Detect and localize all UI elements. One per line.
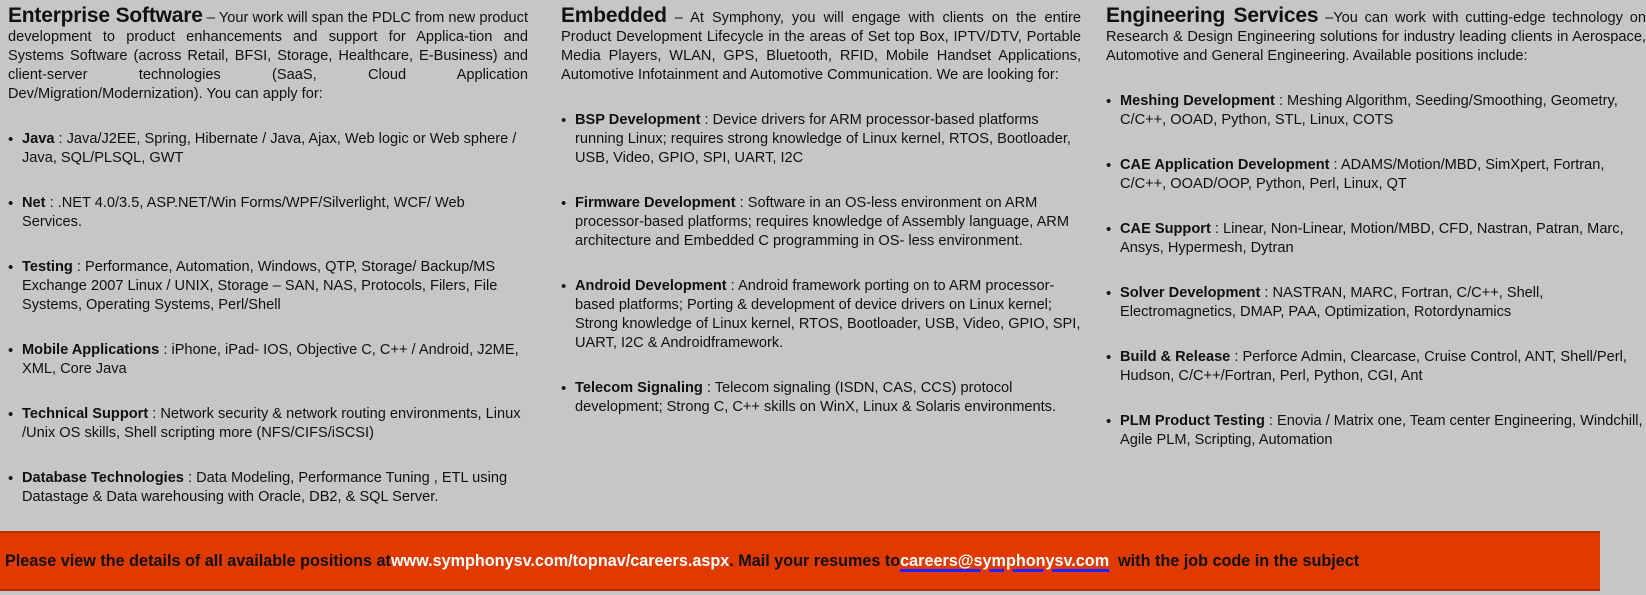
position-skills: : Android framework porting on to ARM processor-based platforms; Porting & development of device drivers on Linux kernel; Strong knowledge of Linux kernel, RTOS, Bootloader, USB, Video, GPIO, SPI, UART, I2C & Androidframework. [575,278,1081,351]
position-skills: : Device drivers for ARM processor-based platforms running Linux; requires strong knowledge of Linux kernel, RTOS, Bootloader, USB, Video, GPIO, SPI, UART, I2C [575,112,1071,166]
position-skills: : Java/J2EE, Spring, Hibernate / Java, Ajax, Web logic or Web sphere / Java, SQL/PLSQL, GWT [22,131,517,166]
position-skills: : Data Modeling, Performance Tuning , ETL using Datastage & Data warehousing with Oracle, DB2, & SQL Server. [22,470,508,505]
position-title: Android Development [575,278,727,294]
position-skills: : Meshing Algorithm, Seeding/Smoothing, Geometry, C/C++, OOAD, Python, STL, Linux, COTS [1120,93,1618,128]
section-heading: Enterprise Software [8,4,203,27]
position-title: Mobile Applications [22,342,160,358]
list-item [8,130,528,168]
position-list [8,130,528,507]
list-item [1106,284,1646,322]
bullet-icon: • [8,406,14,423]
bullet-icon: • [8,195,14,212]
position-list [561,111,1081,417]
bullet-icon: • [1106,413,1112,430]
column-enterprise-software [8,6,528,533]
position-skills: : iPhone, iPad- IOS, Objective C, C++ / Android, J2ME, XML, Core Java [22,342,519,377]
list-item [1106,156,1646,194]
section-heading: Embedded [561,4,667,27]
section-heading: Engineering Services [1106,4,1319,27]
list-item [561,111,1081,168]
position-skills: : Enovia / Matrix one, Team center Engineering, Windchill, Agile PLM, Scripting, Automation [1120,413,1643,448]
section-intro [561,6,1081,85]
position-title: Firmware Development [575,195,736,211]
banner-text-before: Please view the details of all available positions at [5,551,391,570]
section-intro [8,6,528,104]
intro-text: –You can work with cutting-edge technology on Research & Design Engineering solutions for industry leading clients in Aerospace, Automotive and General Engineering. Available positions include: [1106,10,1646,64]
bullet-icon: • [561,112,567,129]
intro-text: – Your work will span the PDLC from new product development to product enhancements and support for Applica-tion and Systems Software (across Retail, BFSI, Storage, Healthcare, E-Business) and client-server technologies (SaaS, Cloud Application Dev/Migration/Modernization). You can apply for: [8,10,529,102]
intro-text: – At Symphony, you will engage with clients on the entire Product Development Lifecycle in the areas of Set top Box, IPTV/DTV, Portable Media Players, WLAN, GPS, Bluetooth, RFID, Mobile Handset Applications, Automotive Infotainment and Automotive Communication. We are looking for: [561,10,1081,83]
column-embedded [561,6,1081,443]
bullet-icon: • [1106,221,1112,238]
list-item [1106,348,1646,386]
position-title: BSP Development [575,112,701,128]
list-item [1106,220,1646,258]
position-skills: : Software in an OS-less environment on ARM processor-based platforms; requires knowledge of Assembly language, ARM architecture and Embedded C programming in OS- less environment. [575,195,1070,249]
list-item [561,277,1081,353]
position-skills: : Network security & network routing environments, Linux /Unix OS skills, Shell scripting more (NFS/CIFS/iSCSI) [22,406,521,441]
bullet-icon: • [561,380,567,397]
bullet-icon: • [1106,157,1112,174]
bullet-icon: • [1106,349,1112,366]
position-skills: : .NET 4.0/3.5, ASP.NET/Win Forms/WPF/Silverlight, WCF/ Web Services. [22,195,465,230]
bullet-icon: • [561,278,567,295]
bullet-icon: • [561,195,567,212]
careers-page-link[interactable]: www.symphonysv.com/topnav/careers.aspx [390,551,730,570]
position-skills: : NASTRAN, MARC, Fortran, C/C++, Shell, Electromagnetics, DMAP, PAA, Optimization, Rotordynamics [1120,285,1544,320]
section-intro [1106,6,1646,66]
list-item [1106,412,1646,450]
position-title: Technical Support [22,406,149,422]
list-item [8,258,528,315]
position-list [1106,92,1646,450]
position-title: Telecom Signaling [575,380,703,396]
list-item [8,469,528,507]
careers-email-link[interactable]: careers@symphonysv.com [900,551,1110,570]
bullet-icon: • [8,259,14,276]
position-title: Meshing Development [1120,93,1275,109]
position-title: Database Technologies [22,470,184,486]
list-item [1106,92,1646,130]
position-title: Net [22,195,46,211]
list-item [561,194,1081,251]
position-title: Solver Development [1120,285,1261,301]
bullet-icon: • [8,342,14,359]
position-skills: : Linear, Non-Linear, Motion/MBD, CFD, Nastran, Patran, Marc, Ansys, Hypermesh, Dytran [1120,221,1624,256]
position-skills: : ADAMS/Motion/MBD, SimXpert, Fortran, C/C++, OOAD/OOP, Python, Perl, Linux, QT [1120,157,1605,192]
position-title: PLM Product Testing [1120,413,1265,429]
list-item [561,379,1081,417]
bullet-icon: • [1106,93,1112,110]
position-title: Testing [22,259,73,275]
position-title: CAE Application Development [1120,157,1330,173]
position-skills: : Telecom signaling (ISDN, CAS, CCS) protocol development; Strong C, C++ skills on WinX, Linux & Solaris environments. [575,380,1057,415]
position-title: Java [22,131,55,147]
bullet-icon: • [8,470,14,487]
position-skills: : Perforce Admin, Clearcase, Cruise Control, ANT, Shell/Perl, Hudson, C/C++/Fortran, Perl, Python, CGI, Ant [1120,349,1627,384]
position-title: Build & Release [1120,349,1231,365]
banner-text-middle: . Mail your resumes to [729,551,901,570]
position-title: CAE Support [1120,221,1211,237]
list-item [8,405,528,443]
bullet-icon: • [8,131,14,148]
position-skills: : Performance, Automation, Windows, QTP, Storage/ Backup/MS Exchange 2007 Linux / UNIX, Storage – SAN, NAS, Protocols, Filers, File Systems, Operating Systems, Perl/Shell [22,259,498,313]
banner-text-after: with the job code in the subject [1109,551,1360,570]
list-item [8,341,528,379]
bullet-icon: • [1106,285,1112,302]
careers-banner [0,531,1600,591]
column-engineering-services [1106,6,1646,476]
list-item [8,194,528,232]
